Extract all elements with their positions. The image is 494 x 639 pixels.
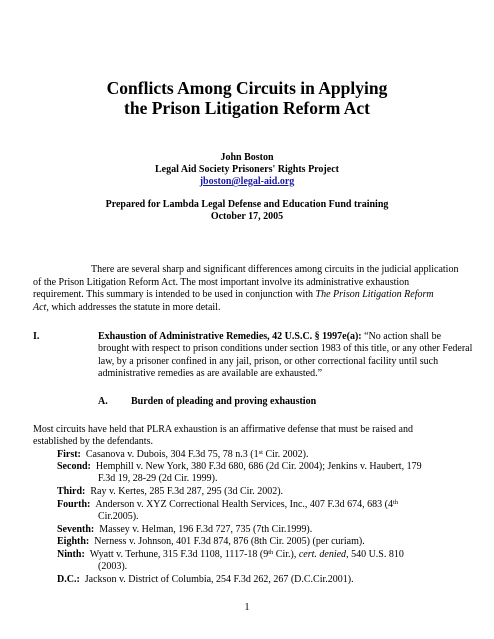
body-line-1: Most circuits have held that PLRA exhaustion is an affirmative defense that must be raised and — [33, 424, 413, 435]
circuit-citation: Ray v. Kertes, 285 F.3d 287, 295 (3d Cir. 2002). — [90, 486, 284, 497]
circuit-ninth — [57, 549, 404, 562]
circuit-citation: Wyatt v. Terhune, 315 F.3d 1108, 1117-18 (9 — [89, 549, 269, 560]
circuit-second-cont: F.3d 19, 28-29 (2d Cir. 1999). — [98, 473, 218, 484]
circuit-name: Eighth: — [57, 536, 90, 547]
circuit-first — [57, 449, 309, 462]
section-1-heading-rest: “No action shall be — [361, 331, 442, 342]
author-name: John Boston — [220, 152, 274, 163]
intro-line-2: of the Prison Litigation Reform Act. The most important involve its administrative exhaustion — [33, 277, 410, 288]
circuit-citation-sup: st — [258, 449, 263, 456]
subsection-a-heading: Burden of pleading and proving exhaustion — [131, 396, 317, 407]
author-email-link[interactable]: jboston@legal-aid.org — [199, 176, 295, 187]
circuit-fourth — [57, 499, 398, 512]
circuit-citation: Hemphill v. New York, 380 F.3d 680, 686 (2d Cir. 2004); Jenkins v. Haubert, 179 — [95, 461, 422, 472]
section-1-heading: Exhaustion of Administrative Remedies, 42 U.S.C. § 1997e(a): — [98, 331, 362, 342]
title-line-2: the Prison Litigation Reform Act — [124, 98, 370, 118]
intro-line-3-text: requirement. This summary is intended to be used in conjunction with — [33, 289, 316, 300]
circuit-name: Fourth: — [57, 499, 91, 510]
author-org: Legal Aid Society Prisoners' Rights Project — [155, 164, 339, 175]
section-1-number: I. — [33, 331, 40, 342]
circuit-seventh — [57, 524, 312, 537]
body-line-2: established by the defendants. — [33, 436, 153, 447]
circuit-citation-after: Cir. 2002). — [262, 449, 309, 460]
intro-line-1: There are several sharp and significant differences among circuits in the judicial application — [91, 264, 459, 275]
circuit-name: Second: — [57, 461, 91, 472]
intro-line-3-italic: The Prison Litigation Reform — [315, 289, 434, 300]
circuit-eighth — [57, 536, 365, 549]
circuit-fourth-cont: Cir.2005). — [98, 511, 139, 522]
circuit-name: First: — [57, 449, 81, 460]
page-number: 1 — [244, 602, 250, 613]
circuit-name: D.C.: — [57, 574, 80, 585]
circuit-citation-after: Cir.), — [273, 549, 299, 560]
circuit-citation-sup: th — [393, 499, 399, 506]
circuit-name: Ninth: — [57, 549, 85, 560]
section-1-line-3: law, by a prisoner confined in any jail, prison, or other correctional facility until such — [98, 356, 439, 367]
circuit-third — [57, 486, 283, 499]
circuit-citation-italic: cert. denied — [298, 549, 347, 560]
title-line-1: Conflicts Among Circuits in Applying — [106, 78, 388, 98]
circuit-name: Third: — [57, 486, 86, 497]
circuit-citation: Jackson v. District of Columbia, 254 F.3d 262, 267 (D.C.Cir.2001). — [84, 574, 354, 585]
prepared-date: October 17, 2005 — [210, 211, 284, 222]
circuit-second — [57, 461, 422, 474]
intro-line-4-text: , which addresses the statute in more detail. — [46, 302, 221, 313]
intro-line-4-italic: Act — [33, 302, 47, 313]
circuit-citation-after-2: , 540 U.S. 810 — [346, 549, 404, 560]
prepared-for: Prepared for Lambda Legal Defense and Education Fund training — [105, 199, 389, 210]
circuit-citation: Nerness v. Johnson, 401 F.3d 874, 876 (8th Cir. 2005) (per curiam). — [94, 536, 365, 547]
section-1-heading-row — [98, 331, 441, 344]
circuit-citation-sup: th — [268, 549, 274, 556]
section-1-line-4: administrative remedies as are available are exhausted.” — [98, 368, 323, 379]
circuit-dc — [57, 574, 354, 587]
section-1-line-2: brought with respect to prison conditions under section 1983 of this title, or any other Federal — [98, 343, 473, 354]
intro-line-3 — [33, 289, 434, 302]
author-email-row — [40, 176, 454, 189]
subsection-a-letter: A. — [98, 396, 108, 407]
circuit-ninth-cont: (2003). — [98, 561, 128, 572]
circuit-citation: Anderson v. XYZ Correctional Health Services, Inc., 407 F.3d 674, 683 (4 — [95, 499, 393, 510]
circuit-citation: Casanova v. Dubois, 304 F.3d 75, 78 n.3 (1 — [85, 449, 259, 460]
circuit-name: Seventh: — [57, 524, 95, 535]
circuit-citation: Massey v. Helman, 196 F.3d 727, 735 (7th Cir.1999). — [99, 524, 313, 535]
intro-line-4 — [33, 302, 220, 315]
